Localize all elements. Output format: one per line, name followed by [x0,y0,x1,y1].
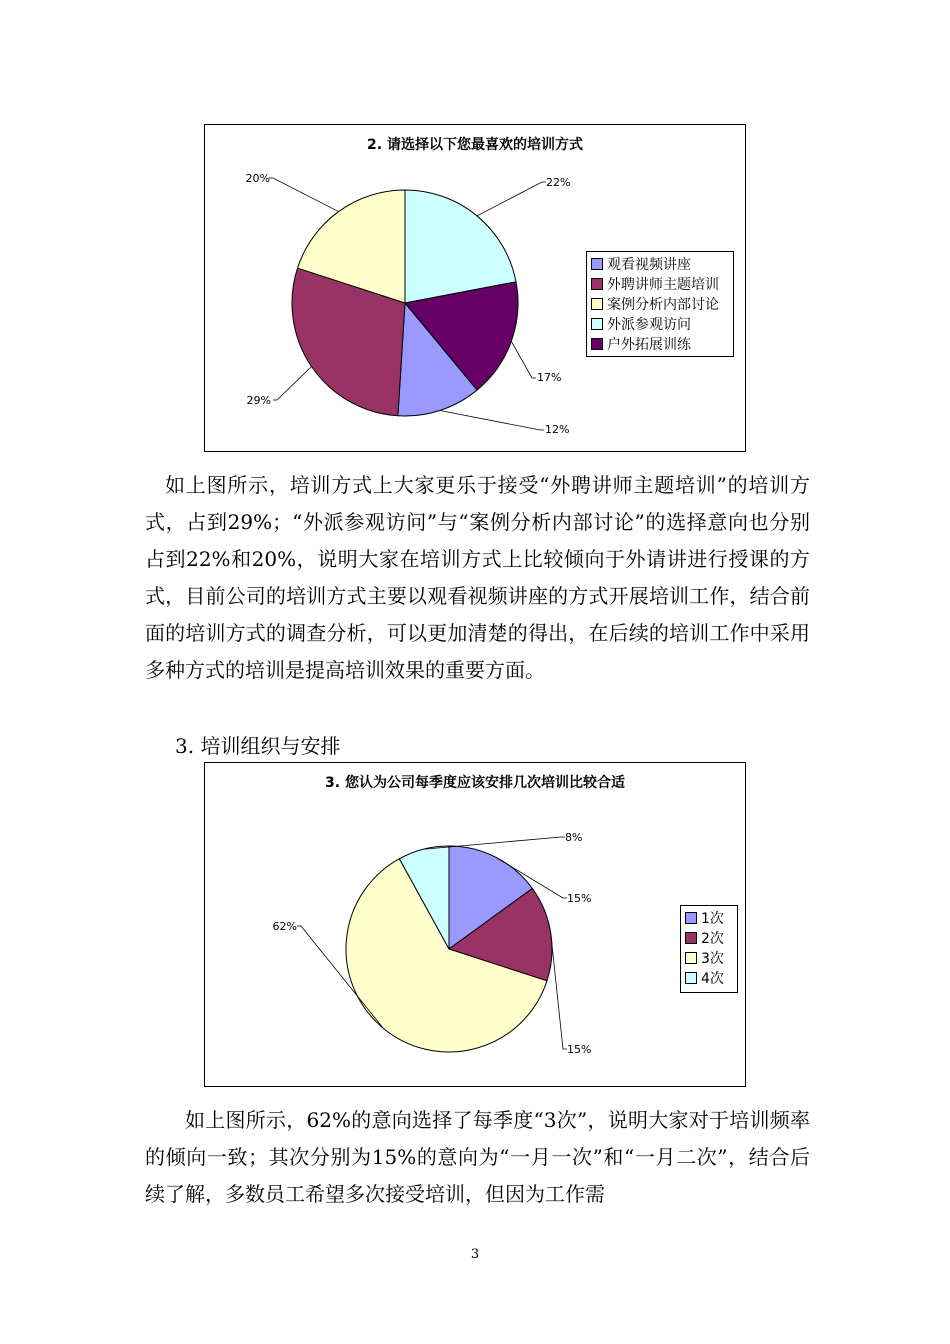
legend-item [591,334,729,354]
legend-label: 3次 [701,951,724,967]
leader-line [269,178,339,212]
chart-title: 3. 您认为公司每季度应该安排几次培训比较合适 [325,775,625,791]
page-number: 3 [470,1247,480,1262]
legend-item [685,928,733,948]
slice-label: 17% [537,371,562,384]
chart-title: 2. 请选择以下您最喜欢的培训方式 [367,137,583,153]
legend-label: 案例分析内部讨论 [607,297,719,313]
slice-label: 12% [545,423,570,436]
legend-swatch [591,258,603,270]
paragraph-training-frequency: 如上图所示，62%的意向选择了每季度“3次”，说明大家对于培训频率的倾向一致；其次分别为15%的意向为“一月一次”和“一月二次”，结合后续了解，多数员工希望多次接受培训，但因为工作需 [145,1108,810,1206]
legend-swatch [591,298,603,310]
legend-item [591,274,729,294]
slice-label: 22% [546,176,571,189]
legend-swatch [591,318,603,330]
legend-item [685,948,733,968]
legend-swatch [591,278,603,290]
legend-item [685,968,733,988]
legend-item [685,908,733,928]
legend-swatch [685,912,697,924]
pie-chart-training-frequency [204,762,746,1087]
leader-line [477,182,546,216]
legend-label: 2次 [701,931,724,947]
leader-line [511,341,536,378]
legend-label: 1次 [701,911,724,927]
legend-item [591,254,729,274]
pie-chart-svg [205,763,745,1086]
leader-line [440,410,544,430]
pie-chart-training-methods [204,124,746,452]
legend-swatch [685,972,697,984]
legend-label: 外派参观访问 [607,317,691,333]
legend-item [591,314,729,334]
leader-line [551,933,567,1049]
slice-label: 8% [565,831,583,844]
slice-label: 29% [246,394,271,407]
slice-label: 20% [245,172,270,185]
legend-label: 外聘讲师主题培训 [607,277,719,293]
section-heading: 3. 培训组织与安排 [175,734,341,758]
chart-legend [680,905,738,993]
leader-line [273,367,312,400]
chart-legend [586,251,734,357]
legend-item [591,294,729,314]
legend-swatch [685,952,697,964]
leader-line [423,837,565,849]
legend-label: 4次 [701,971,724,987]
legend-swatch [685,932,697,944]
slice-label: 15% [567,892,592,905]
legend-label: 户外拓展训练 [607,337,691,353]
slice-label: 15% [567,1043,592,1056]
legend-swatch [591,338,603,350]
slice-label: 62% [272,920,297,933]
paragraph-training-methods: 如上图所示，培训方式上大家更乐于接受“外聘讲师主题培训”的培训方式，占到29%；“外派参观访问”与“案例分析内部讨论”的选择意向也分别占到22%和20%，说明大家在培训方式上比较倾向于外请讲进行授课的方式，目前公司的培训方式主要以观看视频讲座的方式开展培训工作，结合前面的培训方式的调查分析，可以更加清楚的得出，在后续的培训工作中采用多种方式的培训是提高培训效果的重要方面。 [145,473,810,682]
legend-label: 观看视频讲座 [607,257,691,273]
